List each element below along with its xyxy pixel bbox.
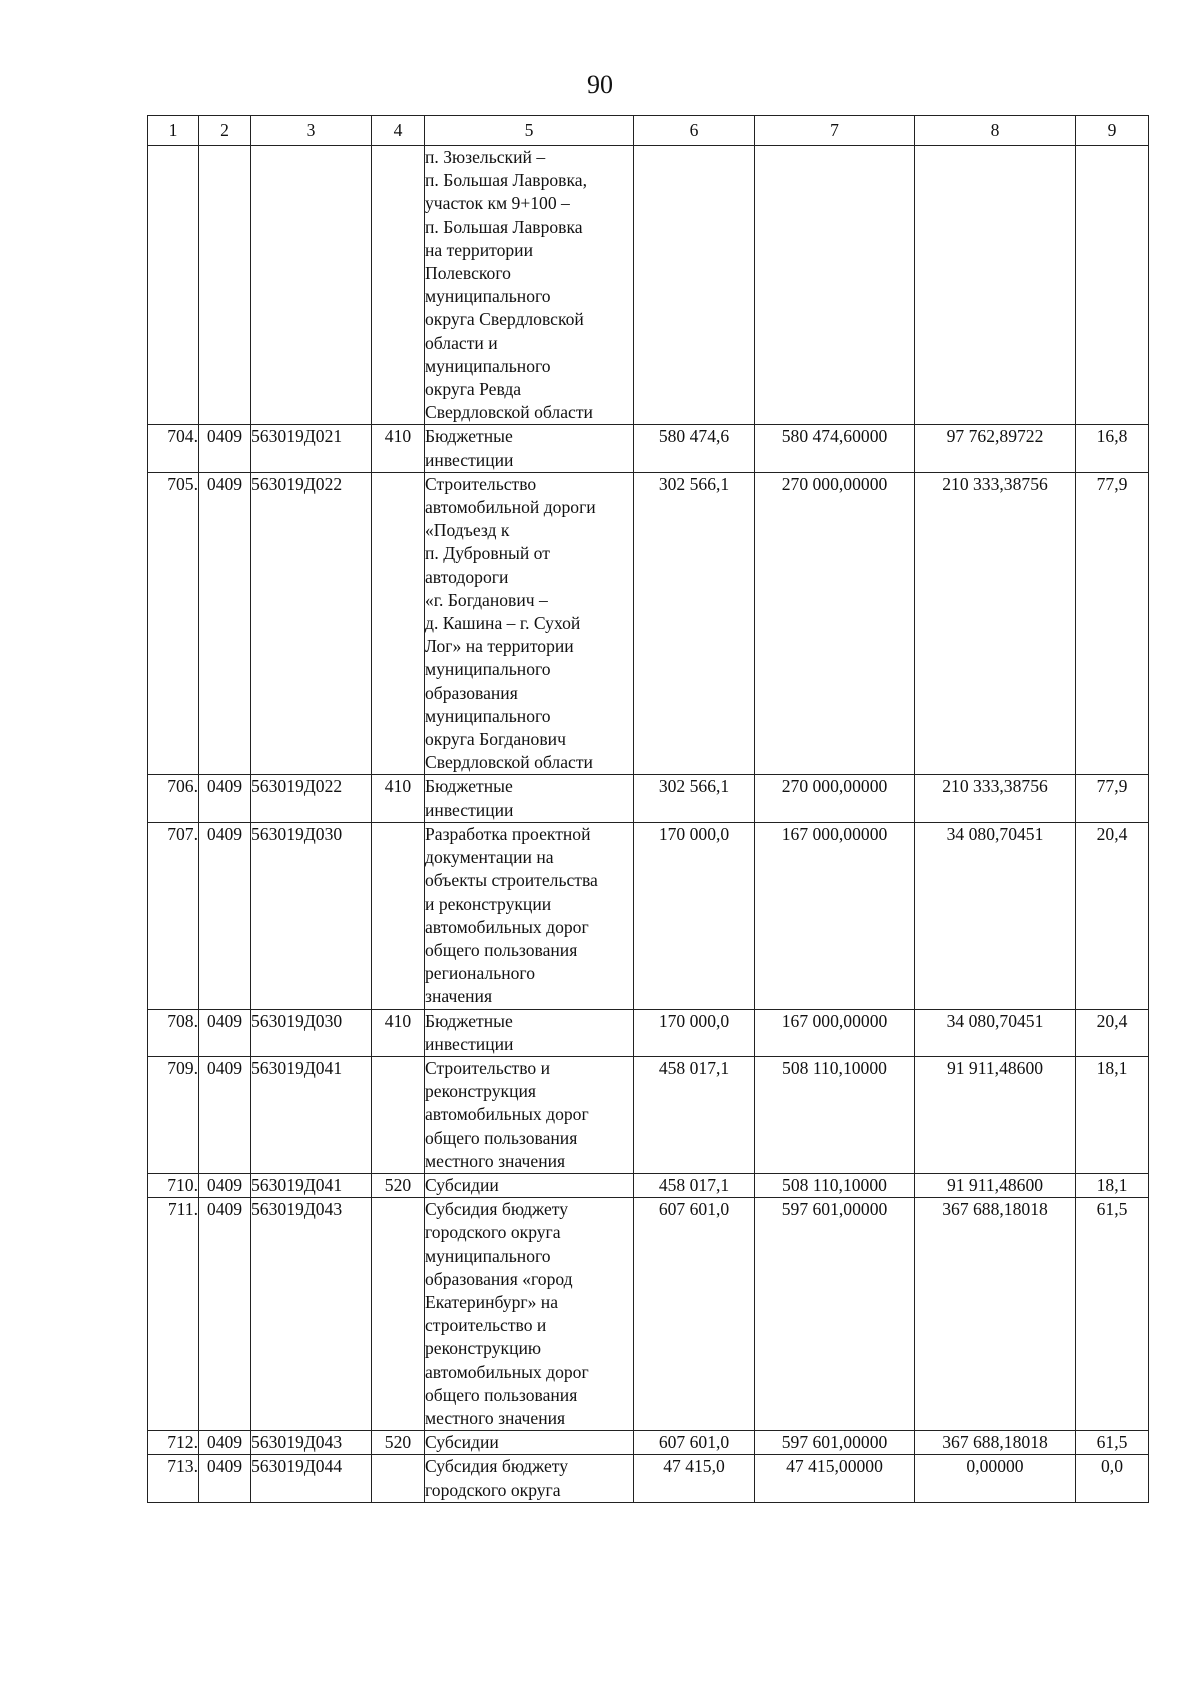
item-name-cell: Строительство автомобильной дороги «Подъезд к п. Дубровный от автодороги «г. Богданович – д. Кашина – г. Сухой Лог» на территории муниципального образования муниципального округа Богданович Свердловской области xyxy=(425,472,634,775)
approved-amount-cell: 458 017,1 xyxy=(634,1056,755,1173)
execution-percent-cell: 18,1 xyxy=(1076,1173,1149,1197)
row-number-cell: 704. xyxy=(148,425,199,472)
planned-amount-cell: 167 000,00000 xyxy=(755,822,915,1009)
table-row xyxy=(148,1173,1149,1197)
target-article-cell: 563019Д041 xyxy=(251,1056,372,1173)
executed-amount-cell: 97 762,89722 xyxy=(915,425,1076,472)
approved-amount-cell: 47 415,0 xyxy=(634,1455,755,1502)
table-row xyxy=(148,822,1149,1009)
column-header: 9 xyxy=(1076,116,1149,146)
section-code-cell xyxy=(199,146,251,425)
column-header: 7 xyxy=(755,116,915,146)
execution-percent-cell: 61,5 xyxy=(1076,1198,1149,1431)
expense-type-cell: 410 xyxy=(372,775,425,822)
table-body xyxy=(148,146,1149,1503)
table-row xyxy=(148,1431,1149,1455)
column-header: 2 xyxy=(199,116,251,146)
execution-percent-cell: 77,9 xyxy=(1076,775,1149,822)
approved-amount-cell: 170 000,0 xyxy=(634,822,755,1009)
table-row xyxy=(148,1198,1149,1431)
table-row xyxy=(148,425,1149,472)
approved-amount-cell: 302 566,1 xyxy=(634,472,755,775)
planned-amount-cell: 508 110,10000 xyxy=(755,1173,915,1197)
execution-percent-cell: 61,5 xyxy=(1076,1431,1149,1455)
planned-amount-cell: 167 000,00000 xyxy=(755,1009,915,1056)
table-row xyxy=(148,1455,1149,1502)
column-header: 6 xyxy=(634,116,755,146)
executed-amount-cell: 367 688,18018 xyxy=(915,1198,1076,1431)
section-code-cell: 0409 xyxy=(199,822,251,1009)
page-number: 90 xyxy=(587,70,613,99)
row-number-cell: 707. xyxy=(148,822,199,1009)
executed-amount-cell: 210 333,38756 xyxy=(915,472,1076,775)
approved-amount-cell: 458 017,1 xyxy=(634,1173,755,1197)
approved-amount-cell: 302 566,1 xyxy=(634,775,755,822)
budget-table xyxy=(147,115,1149,1503)
column-header: 8 xyxy=(915,116,1076,146)
execution-percent-cell: 77,9 xyxy=(1076,472,1149,775)
planned-amount-cell: 270 000,00000 xyxy=(755,472,915,775)
row-number-cell: 711. xyxy=(148,1198,199,1431)
target-article-cell: 563019Д043 xyxy=(251,1198,372,1431)
section-code-cell: 0409 xyxy=(199,1173,251,1197)
row-number-cell: 709. xyxy=(148,1056,199,1173)
execution-percent-cell: 0,0 xyxy=(1076,1455,1149,1502)
executed-amount-cell: 91 911,48600 xyxy=(915,1056,1076,1173)
planned-amount-cell: 580 474,60000 xyxy=(755,425,915,472)
item-name-cell: Субсидия бюджету городского округа xyxy=(425,1455,634,1502)
expense-type-cell xyxy=(372,1198,425,1431)
execution-percent-cell: 20,4 xyxy=(1076,822,1149,1009)
target-article-cell: 563019Д022 xyxy=(251,472,372,775)
approved-amount-cell: 580 474,6 xyxy=(634,425,755,472)
table-row xyxy=(148,775,1149,822)
section-code-cell: 0409 xyxy=(199,1431,251,1455)
row-number-cell: 708. xyxy=(148,1009,199,1056)
executed-amount-cell: 210 333,38756 xyxy=(915,775,1076,822)
row-number-cell: 706. xyxy=(148,775,199,822)
expense-type-cell: 410 xyxy=(372,1009,425,1056)
section-code-cell: 0409 xyxy=(199,1009,251,1056)
target-article-cell: 563019Д030 xyxy=(251,822,372,1009)
approved-amount-cell: 607 601,0 xyxy=(634,1431,755,1455)
expense-type-cell xyxy=(372,146,425,425)
expense-type-cell xyxy=(372,1455,425,1502)
target-article-cell: 563019Д043 xyxy=(251,1431,372,1455)
table-row xyxy=(148,472,1149,775)
planned-amount-cell: 597 601,00000 xyxy=(755,1198,915,1431)
row-number-cell: 712. xyxy=(148,1431,199,1455)
executed-amount-cell: 34 080,70451 xyxy=(915,1009,1076,1056)
executed-amount-cell: 367 688,18018 xyxy=(915,1431,1076,1455)
executed-amount-cell xyxy=(915,146,1076,425)
planned-amount-cell: 47 415,00000 xyxy=(755,1455,915,1502)
planned-amount-cell: 597 601,00000 xyxy=(755,1431,915,1455)
row-number-cell xyxy=(148,146,199,425)
column-header: 5 xyxy=(425,116,634,146)
item-name-cell: Бюджетные инвестиции xyxy=(425,425,634,472)
target-article-cell: 563019Д030 xyxy=(251,1009,372,1056)
section-code-cell: 0409 xyxy=(199,775,251,822)
target-article-cell: 563019Д041 xyxy=(251,1173,372,1197)
row-number-cell: 705. xyxy=(148,472,199,775)
item-name-cell: Субсидия бюджету городского округа муниципального образования «город Екатеринбург» на строительство и реконструкцию автомобильных дорог общего пользования местного значения xyxy=(425,1198,634,1431)
expense-type-cell: 520 xyxy=(372,1431,425,1455)
column-header: 1 xyxy=(148,116,199,146)
row-number-cell: 713. xyxy=(148,1455,199,1502)
execution-percent-cell: 20,4 xyxy=(1076,1009,1149,1056)
item-name-cell: Бюджетные инвестиции xyxy=(425,775,634,822)
table-row xyxy=(148,1009,1149,1056)
table-row xyxy=(148,1056,1149,1173)
section-code-cell: 0409 xyxy=(199,472,251,775)
execution-percent-cell: 16,8 xyxy=(1076,425,1149,472)
item-name-cell: п. Зюзельский – п. Большая Лавровка, участок км 9+100 – п. Большая Лавровка на территории Полевского муниципального округа Свердловской области и муниципального округа Ревда Свердловской области xyxy=(425,146,634,425)
target-article-cell xyxy=(251,146,372,425)
item-name-cell: Субсидии xyxy=(425,1431,634,1455)
approved-amount-cell: 170 000,0 xyxy=(634,1009,755,1056)
target-article-cell: 563019Д022 xyxy=(251,775,372,822)
section-code-cell: 0409 xyxy=(199,1455,251,1502)
section-code-cell: 0409 xyxy=(199,1056,251,1173)
planned-amount-cell xyxy=(755,146,915,425)
item-name-cell: Строительство и реконструкция автомобильных дорог общего пользования местного значения xyxy=(425,1056,634,1173)
approved-amount-cell xyxy=(634,146,755,425)
expense-type-cell xyxy=(372,1056,425,1173)
execution-percent-cell xyxy=(1076,146,1149,425)
planned-amount-cell: 270 000,00000 xyxy=(755,775,915,822)
section-code-cell: 0409 xyxy=(199,425,251,472)
executed-amount-cell: 34 080,70451 xyxy=(915,822,1076,1009)
item-name-cell: Разработка проектной документации на объекты строительства и реконструкции автомобильных дорог общего пользования регионального значения xyxy=(425,822,634,1009)
item-name-cell: Субсидии xyxy=(425,1173,634,1197)
execution-percent-cell: 18,1 xyxy=(1076,1056,1149,1173)
section-code-cell: 0409 xyxy=(199,1198,251,1431)
planned-amount-cell: 508 110,10000 xyxy=(755,1056,915,1173)
table-row xyxy=(148,146,1149,425)
expense-type-cell xyxy=(372,472,425,775)
item-name-cell: Бюджетные инвестиции xyxy=(425,1009,634,1056)
expense-type-cell xyxy=(372,822,425,1009)
executed-amount-cell: 0,00000 xyxy=(915,1455,1076,1502)
expense-type-cell: 520 xyxy=(372,1173,425,1197)
target-article-cell: 563019Д044 xyxy=(251,1455,372,1502)
target-article-cell: 563019Д021 xyxy=(251,425,372,472)
expense-type-cell: 410 xyxy=(372,425,425,472)
column-header: 3 xyxy=(251,116,372,146)
row-number-cell: 710. xyxy=(148,1173,199,1197)
approved-amount-cell: 607 601,0 xyxy=(634,1198,755,1431)
executed-amount-cell: 91 911,48600 xyxy=(915,1173,1076,1197)
header-row xyxy=(148,116,1149,146)
column-header: 4 xyxy=(372,116,425,146)
